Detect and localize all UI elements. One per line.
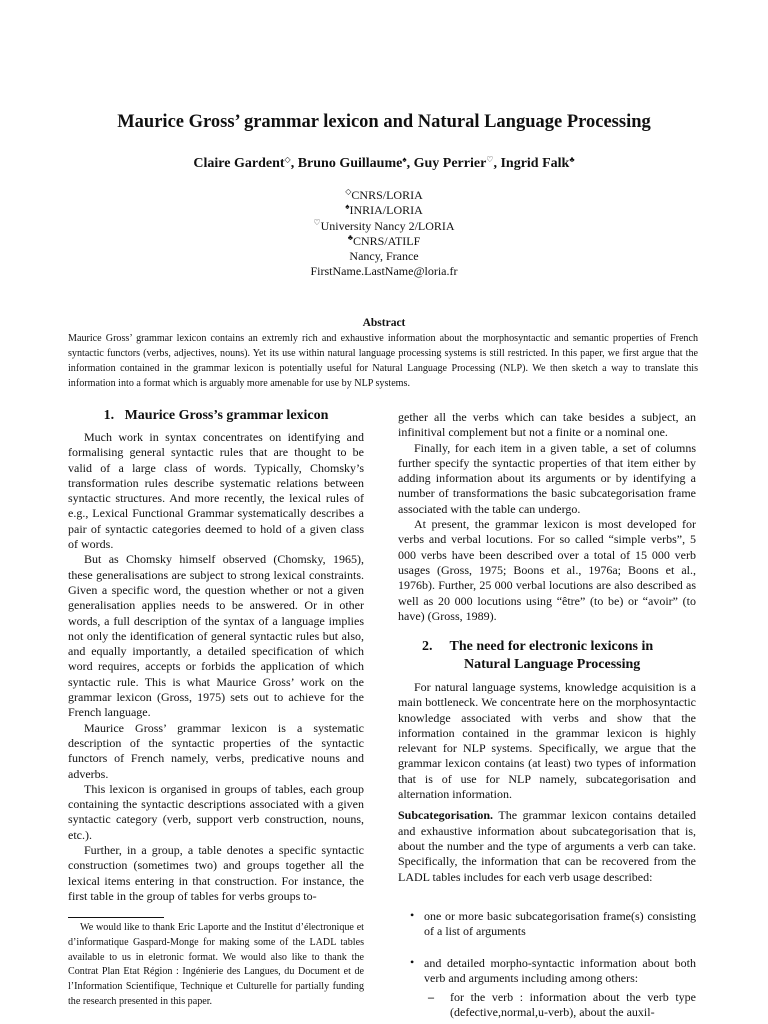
affiliation-line xyxy=(0,219,768,234)
affiliation-line xyxy=(0,188,768,203)
affiliation-text: University Nancy 2/LORIA xyxy=(320,218,455,233)
section-number: 2. xyxy=(422,639,433,654)
section-number: 1. xyxy=(103,408,115,423)
list-item xyxy=(398,956,696,987)
paragraph: Finally, for each item in a given table, a set of columns further specify the syntactic properties of that item either by adding information about its arguments or by identifying a number of transformations the basic subcategorisation frame associated with the table can undergo. xyxy=(398,440,696,516)
paragraph: For natural language systems, knowledge acquisition is a main bottleneck. We concentrate here on the morphosyntactic knowledge associated with verbs and show that the information contained in the grammar lexicon is highly relevant for NLP systems. Specifically, we argue that the grammar lexicon contains (at least) two types of information that is of use for NLP namely, subcategorisation and alternation information. xyxy=(398,680,696,802)
footnote-rule xyxy=(68,917,164,918)
bullet-list xyxy=(398,909,696,1024)
affiliation-mark: ◇ xyxy=(345,187,352,196)
bullet-icon: • xyxy=(410,908,415,922)
sub-list-item xyxy=(398,990,696,1021)
paragraph: But as Chomsky himself observed (Chomsky, 1965), these generalisations are subject to strong lexical constraints. Given a specific word, the question whether or not a given generalisation applies needs to be answered. Or in other words, a full description of the syntax of a language implies not only the identification of general syntactic rules but also, and equally importantly, a detailed specification of which word requires, accepts or forbids the application of which syntactic rule. This is what Maurice Gross’ work on the grammar lexicon (Gross, 1975) sets out to achieve for the French language. xyxy=(68,552,364,720)
paragraph: Maurice Gross’ grammar lexicon is a systematic description of the syntactic properties of the syntactic functors of French namely, verbs, predicative nouns and adverbs. xyxy=(68,720,364,781)
author: Claire Gardent xyxy=(193,156,285,171)
bullet-icon: • xyxy=(410,955,415,969)
paper-title: Maurice Gross’ grammar lexicon and Natural Language Processing xyxy=(117,112,651,132)
paragraph xyxy=(398,808,696,884)
list-item xyxy=(398,909,696,940)
right-column-top xyxy=(398,410,696,624)
left-column xyxy=(68,430,364,904)
run-in-heading: Subcategorisation. xyxy=(398,808,494,823)
affiliation-text: CNRS/ATILF xyxy=(352,233,421,248)
list-item-text: and detailed morpho-syntactic information about both verb and arguments including among others: xyxy=(424,956,696,986)
list-item-text: one or more basic subcategorisation frame(s) consisting of a list of arguments xyxy=(424,909,696,939)
right-column-section-2 xyxy=(398,680,696,885)
abstract-text: Maurice Gross’ grammar lexicon contains an extremly rich and exhaustive information about the morphosyntactic and semantic properties of French syntactic functors (verbs, adjectives, nouns). Yet its use within natural language processing systems is still restricted. In this paper, we first argue that the information contained in the grammar lexicon is potentially useful for Natural Language Processing (NLP). We then sketch a way to translate this information into a format which is arguably more amenable for use by NLP systems. xyxy=(68,333,698,389)
paragraph-continuation: gether all the verbs which can take besides a subject, an infinitival complement but not a finite or a nominal one. xyxy=(398,410,696,440)
author-separator: , xyxy=(493,156,501,171)
location: Nancy, France xyxy=(349,249,419,264)
paragraph: At present, the grammar lexicon is most developed for verbs and verbal locutions. For so called “simple verbs”, 5 000 verbs have been described over a total of 15 000 verb usages (Gross, 1975; Boons et al., 1976a; Boons et al., 1976b). Further, 25 000 verbal locutions are also described as well as 20 000 locutions using “être” (to be) or “avoir” (to have) (Gross, 1989). xyxy=(398,517,696,623)
affiliation-mark: ♠ xyxy=(345,202,350,212)
section-title-line: Natural Language Processing xyxy=(464,657,641,672)
affiliation-text: CNRS/LORIA xyxy=(351,188,423,202)
affiliation-line xyxy=(0,234,768,249)
paragraph: Further, in a group, a table denotes a specific syntactic construction (sometimes two) and groups together all the lexical items entering in that construction. For instance, the first table in the group of tables for verbs groups to- xyxy=(68,843,364,903)
section-title-line: The need for electronic lexicons in xyxy=(449,639,654,654)
affiliation-mark: ◇ xyxy=(284,155,291,164)
affiliations xyxy=(0,188,768,280)
author: Ingrid Falk xyxy=(500,156,570,171)
author-list xyxy=(0,156,768,172)
affiliation-mark: ♣ xyxy=(347,232,353,242)
affiliation-text: INRIA/LORIA xyxy=(349,203,423,218)
affiliation-mark: ♡ xyxy=(486,155,494,164)
affiliation-mark: ♣ xyxy=(569,155,575,164)
abstract-heading: Abstract xyxy=(362,317,406,329)
author-separator: , xyxy=(290,156,298,171)
footnote: We would like to thank Eric Laporte and the Institut d’électronique et d’informatique Gaspard-Monge for making some of the LADL tables available to us in eletronic format. We would also like to thank the Contrat Plan Etat Région : Ingénierie des Langues, du Document et de l’Information Scientifique, Technique et Culturelle for partially funding the research presented in this paper. xyxy=(68,922,364,1007)
paragraph: Much work in syntax concentrates on identifying and formalising general syntactic rules that are thought to be valid of a large class of words. Typically, Chomsky’s transformation rules describe systematic relations between syntactic structures. And more recently, the lexical rules of e.g., Lexical Functional Grammar systematically describes a pair of syntactic categories deemed to hold of a given class of words. xyxy=(68,430,364,552)
paragraph: This lexicon is organised in groups of tables, each group containing the syntactic descriptions associated with a given syntactic category (verb, support verb construction, nouns, etc.). xyxy=(68,781,364,842)
dash-icon: – xyxy=(428,990,434,1004)
affiliation-mark: ♡ xyxy=(313,217,321,227)
section-1-heading xyxy=(68,408,364,424)
email: FirstName.LastName@loria.fr xyxy=(310,264,458,279)
paragraph-text: The grammar lexicon contains detailed and exhaustive information about subcategorisation that is, about the number and the type of arguments a verb can take. Specifically, the information that can be recovered from the LADL tables includes for each verb usage described: xyxy=(398,808,696,884)
author: Guy Perrier xyxy=(413,156,487,171)
author: Bruno Guillaume xyxy=(297,156,403,171)
section-title: Maurice Gross’s grammar lexicon xyxy=(124,408,329,423)
affiliation-line xyxy=(0,203,768,218)
affiliation-mark: ♠ xyxy=(402,155,407,164)
sub-list-item-text: for the verb : information about the verb type (defective,normal,u-verb), about the auxil- xyxy=(450,990,696,1020)
author-separator: , xyxy=(406,156,414,171)
section-2-heading xyxy=(398,638,696,674)
